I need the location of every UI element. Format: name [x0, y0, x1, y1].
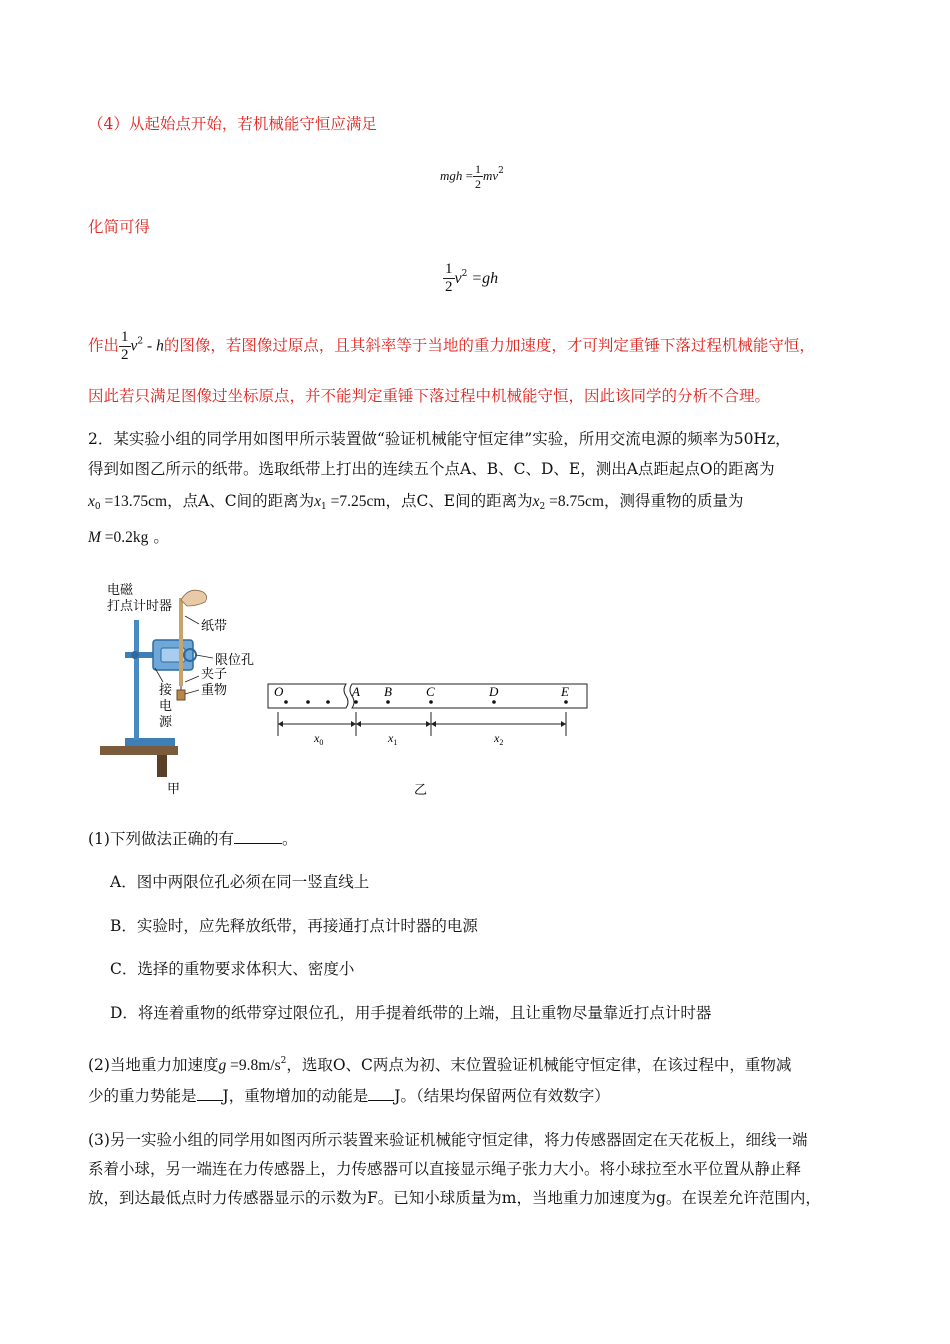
question-2-line-1: 2．某实验小组的同学用如图甲所示装置做“验证机械能守恒定律”实验，所用交流电源的频率为50Hz，	[88, 430, 791, 448]
point-label-D: D	[489, 684, 499, 699]
point-label-O: O	[274, 684, 284, 699]
equation-half-v2	[443, 262, 498, 295]
mass-value: =0.2kg	[100, 529, 149, 546]
stand-pole	[134, 620, 139, 740]
dot-O	[284, 700, 288, 704]
label-clip: 夹子	[201, 666, 228, 681]
sub2-blank-1	[197, 1086, 223, 1101]
question-2-line-4	[88, 526, 169, 549]
label-power-1: 接	[159, 682, 173, 697]
x0-sub: 0	[94, 502, 101, 512]
label-timer-1: 电磁	[107, 582, 134, 597]
eq1-num: 1	[474, 162, 481, 176]
conclusion-fraction	[119, 330, 131, 363]
dot-B	[386, 700, 390, 704]
point-label-C: C	[426, 684, 435, 699]
sub2-gval: =9.8m/s	[226, 1057, 281, 1074]
conclusion-num: 1	[121, 329, 129, 345]
conclusion-sup: 2	[137, 336, 144, 347]
sub1-answer-blank	[234, 829, 282, 844]
dim-x2-sub: 2	[499, 738, 504, 747]
question-2-line-3	[88, 490, 743, 518]
sub1-stem-end: 。	[281, 830, 298, 848]
dim-x2-symbol: x	[494, 731, 500, 745]
paper-tape	[179, 598, 183, 686]
table-leg	[157, 755, 167, 777]
sub2-l2b: J，重物增加的动能是	[222, 1087, 369, 1105]
dot-2	[326, 700, 330, 704]
conclusion-post: 的图像，若图像过原点，且其斜率等于当地的重力加速度，才可判定重锤下落过程机械能守恒，	[163, 336, 815, 355]
conclusion-v: v	[130, 337, 138, 355]
eq1-rhs: mv	[482, 168, 499, 183]
label-weight: 重物	[201, 682, 228, 697]
figure-jia-apparatus	[95, 578, 265, 798]
label-power-2: 电	[159, 698, 173, 713]
line4-end: 。	[148, 528, 169, 546]
x1-symbol: x	[314, 493, 322, 510]
dot-1	[306, 700, 310, 704]
label-limit-hole: 限位孔	[215, 652, 255, 667]
x1-value: =7.25cm	[326, 493, 386, 510]
solution-4-conclusion-1	[88, 330, 815, 363]
dim-label-x2	[493, 731, 503, 747]
label-timer-2: 打点计时器	[107, 598, 173, 613]
mass-symbol: M	[88, 529, 101, 546]
eq2-fraction	[443, 262, 455, 295]
dim-x1-symbol: x	[388, 731, 394, 745]
solution-4-simplify: 化简可得	[88, 218, 151, 236]
tape-leader	[185, 616, 199, 624]
line3-end: ，测得重物的质量为	[603, 492, 744, 510]
figure-yi-tape	[262, 672, 602, 802]
option-b: B．实验时，应先释放纸带，再接通打点计时器的电源	[110, 917, 478, 935]
conclusion-pre: 作出	[88, 336, 120, 355]
eq2-rhs: =gh	[467, 270, 499, 287]
point-label-A: A	[352, 684, 360, 699]
dim-x0-sub: 0	[319, 738, 324, 747]
eq2-v: v	[454, 270, 462, 287]
dim-x0-symbol: x	[314, 731, 320, 745]
x2-symbol: x	[532, 493, 540, 510]
eq1-eq: =	[462, 168, 473, 183]
point-label-B: B	[384, 684, 392, 699]
clip-leader	[185, 676, 199, 682]
dim-label-x0	[313, 731, 323, 747]
sub2-line-1	[88, 1050, 791, 1077]
dot-D	[492, 700, 496, 704]
sub2-blank-2	[368, 1086, 394, 1101]
sub2-l2a: 少的重力势能是	[88, 1087, 197, 1105]
sub2-pre: (2)当地重力加速度	[88, 1056, 219, 1074]
stand-base	[125, 738, 175, 746]
weight-block	[177, 690, 185, 700]
sub2-l2c: J。（结果均保留两位有效数字）	[394, 1087, 610, 1105]
conclusion-den: 2	[121, 347, 129, 363]
hand-icon	[181, 590, 207, 606]
sub1-stem-text: (1)下列做法正确的有	[88, 830, 234, 848]
conclusion-h: h	[156, 337, 164, 355]
option-c: C．选择的重物要求体积大、密度小	[110, 960, 355, 978]
eq1-den: 2	[474, 177, 481, 191]
eq2-sup: 2	[461, 269, 468, 279]
equation-mgh	[440, 160, 504, 190]
sub2-g: g	[218, 1057, 227, 1074]
option-a: A．图中两限位孔必须在同一竖直线上	[110, 873, 370, 891]
caption-yi: 乙	[414, 782, 428, 797]
solution-4-conclusion-2: 因此若只满足图像过坐标原点，并不能判定重锤下落过程中机械能守恒，因此该同学的分析不合理。	[88, 387, 771, 405]
sub3-line-2: 系着小球，另一端连在力传感器上，力传感器可以直接显示绳子张力大小。将小球拉至水平位置从静止释	[88, 1160, 802, 1178]
eq2-num: 1	[445, 261, 453, 277]
caption-jia: 甲	[167, 781, 181, 796]
x2-sub: 2	[539, 502, 546, 512]
hole-leader	[196, 655, 213, 658]
eq1-sup: 2	[498, 166, 504, 176]
label-power-3: 源	[159, 714, 173, 729]
sub2-gsup: 2	[280, 1056, 287, 1066]
clamp-knob	[131, 651, 139, 659]
label-tape: 纸带	[201, 618, 228, 633]
dot-A	[354, 700, 358, 704]
dim-label-x1	[387, 731, 397, 747]
sub2-post: ，选取O、C两点为初、末位置验证机械能守恒定律，在该过程中，重物减	[286, 1056, 792, 1074]
point-label-E: E	[561, 684, 569, 699]
x1-sub: 1	[321, 502, 327, 512]
option-d: D．将连着重物的纸带穿过限位孔，用手提着纸带的上端，且让重物尽量靠近打点计时器	[110, 1004, 712, 1022]
sub1-stem	[88, 828, 297, 850]
sub2-line-2	[88, 1085, 610, 1107]
line3-mid1: ，点A、C间的距离为	[167, 492, 315, 510]
dot-C	[429, 700, 433, 704]
x2-value: =8.75cm	[545, 493, 604, 510]
line3-mid2: ，点C、E间的距离为	[385, 492, 533, 510]
weight-leader	[185, 690, 199, 694]
sub3-line-3: 放，到达最低点时力传感器显示的示数为F。已知小球质量为m，当地重力加速度为g。在误差允许范围内，	[88, 1189, 821, 1207]
x0-symbol: x	[88, 493, 95, 510]
dim-x1-sub: 1	[393, 738, 398, 747]
eq1-fraction	[473, 163, 483, 190]
table-top	[100, 746, 178, 755]
solution-4-intro: （4）从起始点开始，若机械能守恒应满足	[88, 115, 377, 133]
dot-E	[564, 700, 568, 704]
question-2-line-2: 得到如图乙所示的纸带。选取纸带上打出的连续五个点A、B、C、D、E，测出A点距起点O的距离为	[88, 460, 775, 478]
eq1-lhs: mgh	[440, 168, 463, 183]
x0-value: =13.75cm	[100, 493, 168, 510]
eq2-den: 2	[445, 279, 453, 295]
conclusion-dash: -	[143, 337, 157, 355]
sub3-line-1: (3)另一实验小组的同学用如图丙所示装置来验证机械能守恒定律，将力传感器固定在天花板上，细线一端	[88, 1131, 808, 1149]
